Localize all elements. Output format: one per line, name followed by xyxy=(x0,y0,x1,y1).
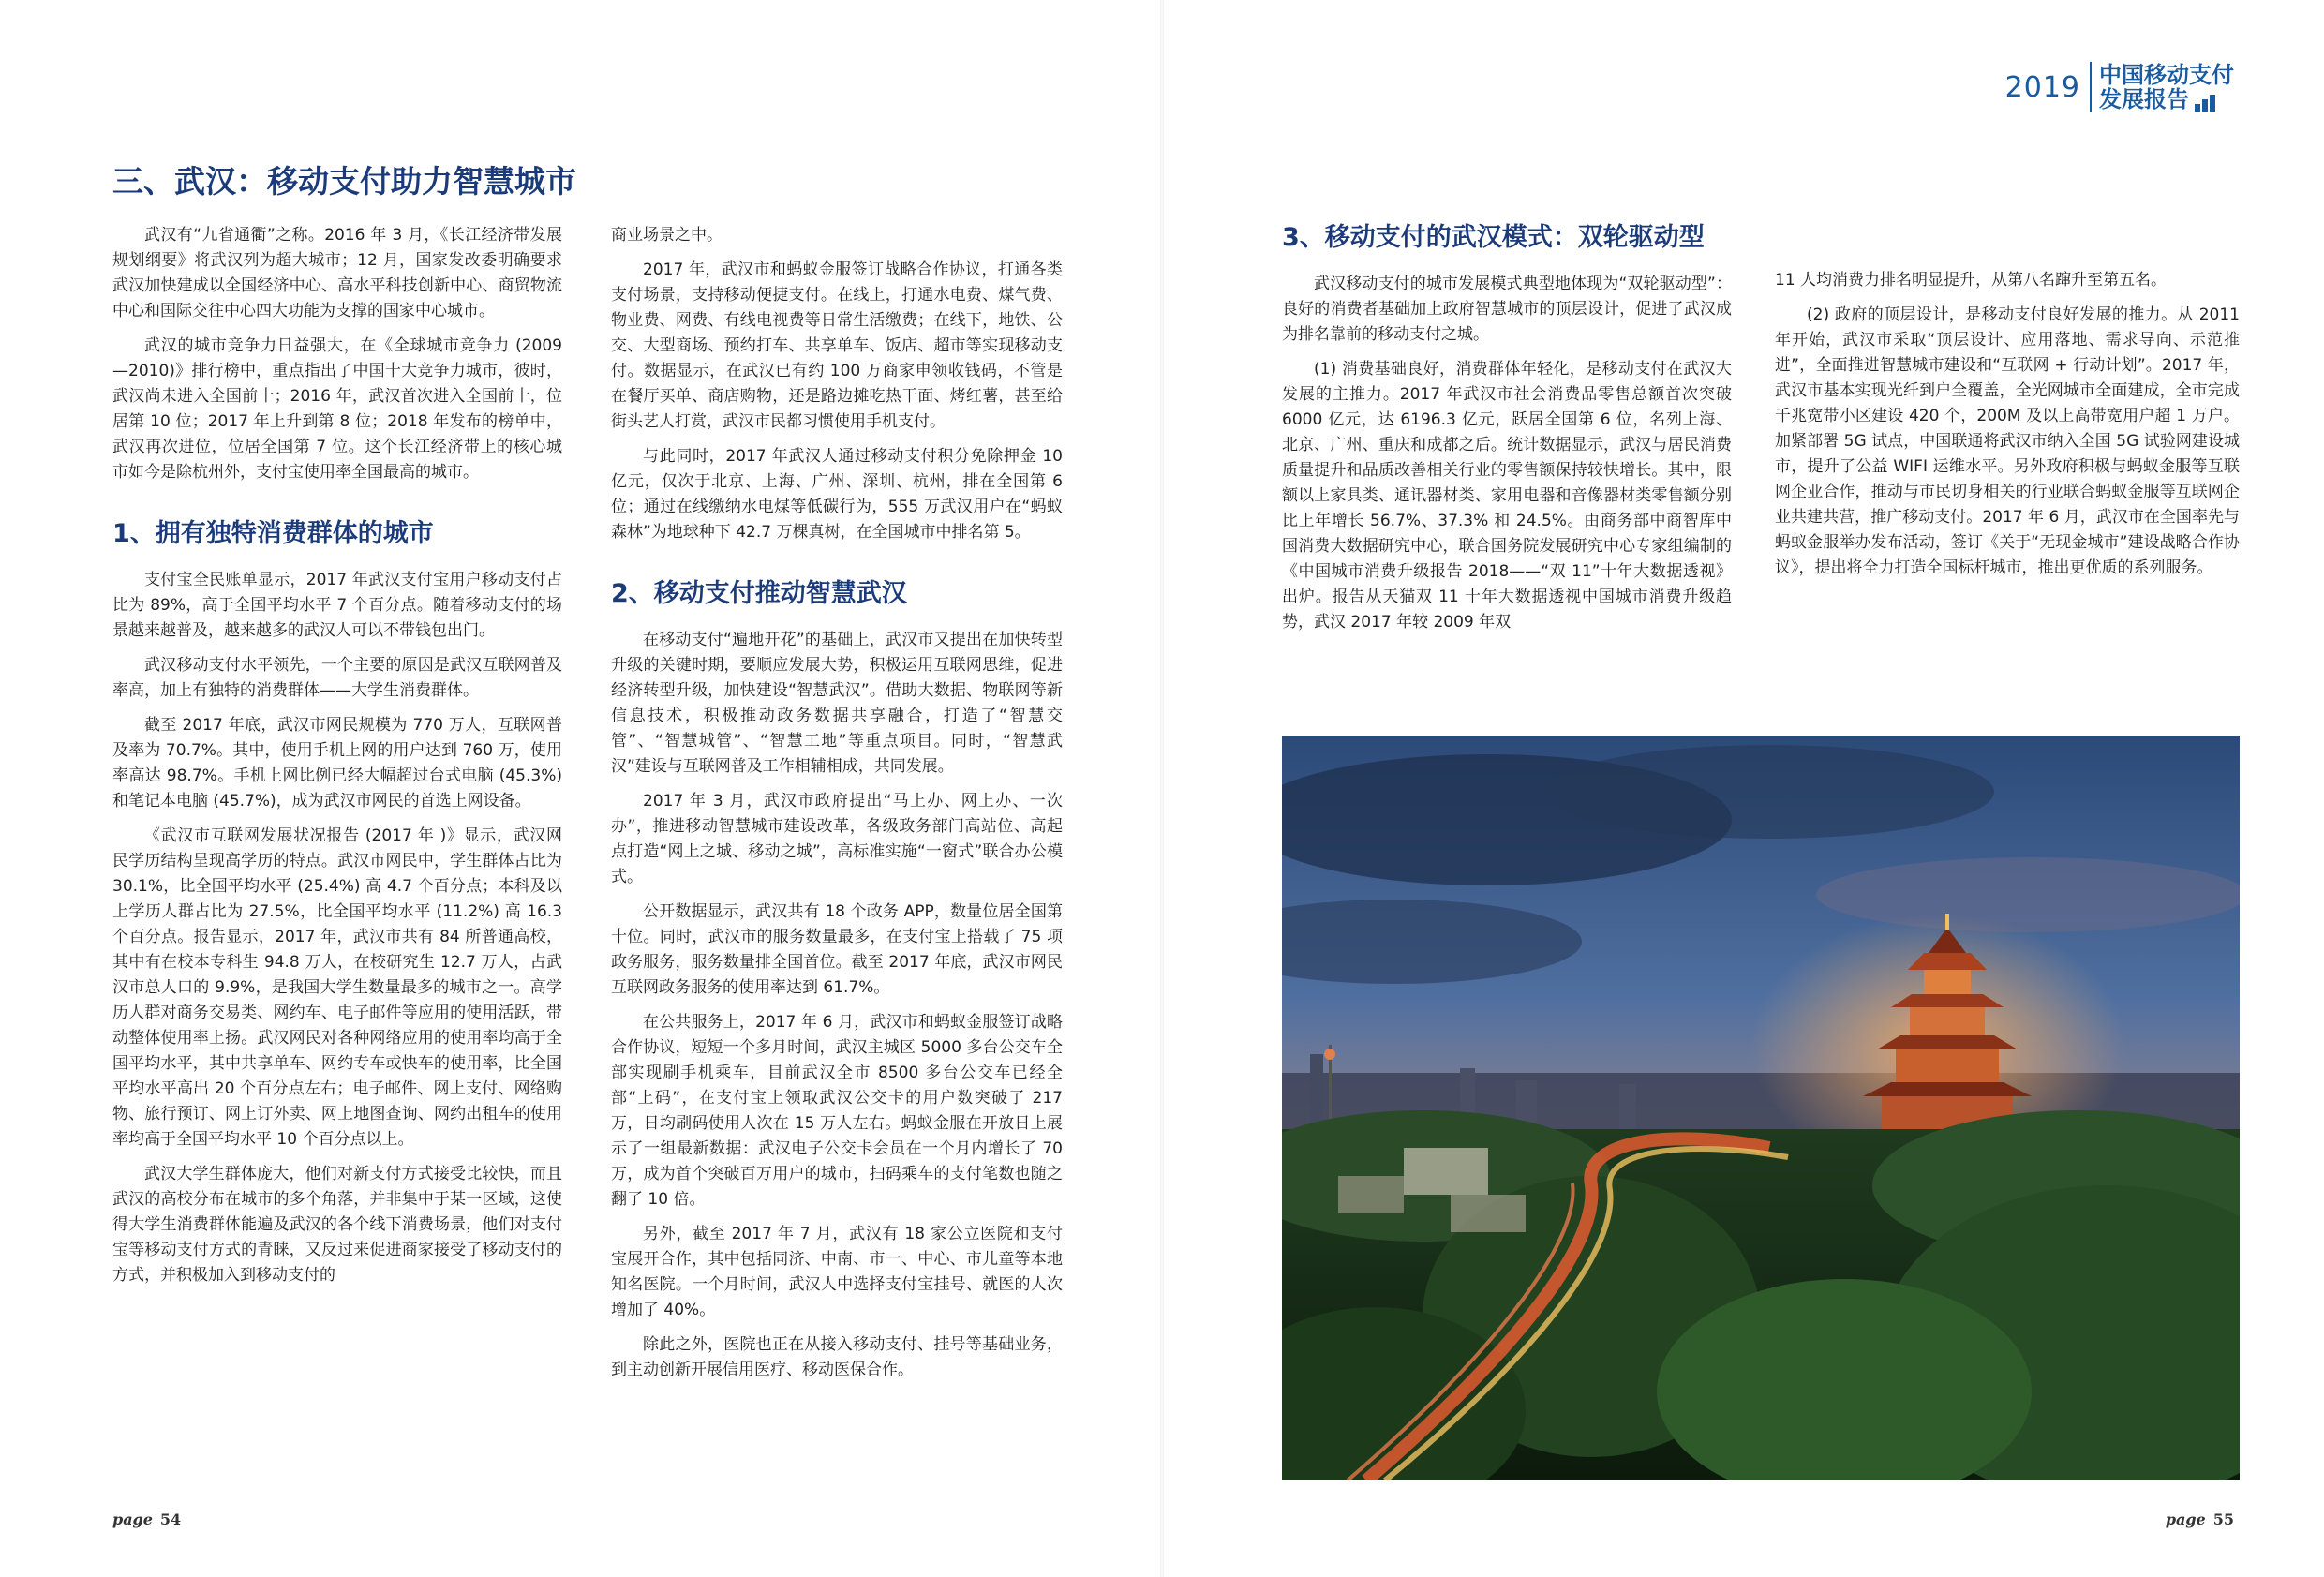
logo-year: 2019 xyxy=(2004,70,2080,104)
paragraph: 与此同时，2017 年武汉人通过移动支付积分免除押金 10 亿元，仅次于北京、上海、广州、深圳、杭州，排在全国第 6 位；通过在线缴纳水电煤等低碳行为，555 万武汉用户在“蚂蚁森林”为地球种下 42.7 万棵真树，在全国城市中排名第 5。 xyxy=(611,447,1063,542)
paragraph: 《武汉市互联网发展状况报告 (2017 年 )》显示，武汉网民学历结构呈现高学历的特点。武汉市网民中，学生群体占比为 30.1%，比全国平均水平 (25.4%) 高 4.7 个百分点；本科及以上学历人群占比为 27.5%，比全国平均水平 (11.2%) 高 16.3 个百分点。报告显示，2017 年，武汉市共有 84 所普通高校，其中有在校本专科生 94.8 万人，在校研究生 12.7 万人，占武汉市总人口的 9.9%，是我国大学生数量最多的城市之一。高学历人群对商务交易类、网约车、电子邮件等应用的使用活跃，带动整体使用率上扬。武汉网民对各种网络应用的使用率均高于全国平均水平，其中共享单车、网约专车或快车的使用率，比全国平均水平高出 20 个百分点左右；电子邮件、网上支付、网络购物、旅行预订、网上订外卖、网上地图查询、网约出租车的使用率均高于全国平均水平 10 个百分点以上。 xyxy=(112,826,562,1149)
paragraph: 支付宝全民账单显示，2017 年武汉支付宝用户移动支付占比为 89%，高于全国平均水平 7 个百分点。随着移动支付的场景越来越普及，越来越多的武汉人可以不带钱包出门。 xyxy=(112,571,562,640)
column-4 xyxy=(1775,268,2240,590)
paragraph: 11 人均消费力排名明显提升，从第八名蹿升至第五名。 xyxy=(1775,271,2168,290)
bar-chart-icon xyxy=(2193,95,2215,112)
logo-title xyxy=(2099,63,2234,112)
paragraph: 在公共服务上，2017 年 6 月，武汉市和蚂蚁金服签订战略合作协议，短短一个多月时间，武汉主城区 5000 多台公交车全部实现刷手机乘车，目前武汉全市 8500 多台公交车已经全部“上码”，在支付宝上领取武汉公交卡的用户数突破了 217 万，日均刷码使用人次在 15 万人左右。蚂蚁金服在开放日上展示了一组最新数据：武汉电子公交卡会员在一个月内增长了 70 万，成为首个突破百万用户的城市，扫码乘车的支付笔数也随之翻了 10 倍。 xyxy=(611,1013,1063,1209)
subheading-2: 2、移动支付推动智慧武汉 xyxy=(611,579,907,608)
logo-title-line2-wrap xyxy=(2099,87,2234,112)
paragraph: 公开数据显示，武汉共有 18 个政务 APP，数量位居全国第十位。同时，武汉市的服务数量最多，在支付宝上搭载了 75 项政务服务，服务数量排全国首位。截至 2017 年底，武汉市网民互联网政务服务的使用率达到 61.7%。 xyxy=(611,902,1063,997)
page-label: page xyxy=(112,1510,153,1528)
report-logo xyxy=(2005,62,2234,112)
subheading-3: 3、移动支付的武汉模式：双轮驱动型 xyxy=(1282,223,1705,252)
column-2 xyxy=(611,223,1063,1392)
subheading-1: 1、拥有独特消费群体的城市 xyxy=(112,519,434,548)
page-value: 55 xyxy=(2212,1510,2234,1528)
paragraph: 2017 年，武汉市和蚂蚁金服签订战略合作协议，打通各类支付场景，支持移动便捷支付。在线上，打通水电费、煤气费、物业费、网费、有线电视费等日常生活缴费；在线下，地铁、公交、大型商场、预约打车、共享单车、饭店、超市等实现移动支付。数据显示，在武汉已有约 100 万商家申领收钱码，不管是在餐厅买单、商店购物，还是路边摊吃热干面、烤红薯，甚至给街头艺人打赏，武汉市民都习惯使用手机支付。 xyxy=(611,260,1063,431)
paragraph: (2) 政府的顶层设计，是移动支付良好发展的推力。从 2011 年开始，武汉市采取“顶层设计、应用落地、需求导向、示范推进”，全面推进智慧城市建设和“互联网 + 行动计划”。2017 年，武汉市基本实现光纤到户全覆盖，全光网城市全面建成，全市完成千兆宽带小区建设 420 个，200M 及以上高带宽用户超 1 万户。加紧部署 5G 试点，中国联通将武汉市纳入全国 5G 试验网建设城市，提升了公益 WIFI 运维水平。另外政府积极与蚂蚁金服等互联网企业合作，推动与市民切身相关的行业联合蚂蚁金服等互联网企业共建共营，推广移动支付。2017 年 6 月，武汉市在全国率先与蚂蚁金服举办发布活动，签订《关于“无现金城市”建设战略合作协议》，提出将全力打造全国标杆城市，推出更优质的系列服务。 xyxy=(1775,305,2240,577)
paragraph: (1) 消费基础良好，消费群体年轻化，是移动支付在武汉大发展的主推力。2017 年武汉市社会消费品零售总额首次突破 6000 亿元，达 6196.3 亿元，跃居全国第 6 位，名列上海、北京、广州、重庆和成都之后。统计数据显示，武汉与居民消费质量提升和品质改善相关行业的零售额保持较快增长。其中，限额以上家具类、通讯器材类、家用电器和音像器材类零售额分别比上年增长 56.7%、37.3% 和 24.5%。由商务部中商智库中国消费大数据研究中心，联合国务院发展研究中心专家组编制的《中国城市消费升级报告 2018——“双 11”十年大数据透视》出炉。报告从天猫双 11 十年大数据透视中国城市消费升级趋势，武汉 2017 年较 2009 年双 xyxy=(1282,360,1732,632)
city-night-photo-illustration xyxy=(1282,736,2240,1480)
paragraph: 另外，截至 2017 年 7 月，武汉有 18 家公立医院和支付宝展开合作，其中包括同济、中南、市一、中心、市儿童等本地知名医院。一个月时间，武汉人中选择支付宝挂号、就医的人次增加了 40%。 xyxy=(611,1225,1063,1319)
page-number-right xyxy=(2166,1510,2234,1528)
logo-title-line1: 中国移动支付 xyxy=(2099,62,2234,88)
paragraph: 除此之外，医院也正在从接入移动支付、挂号等基础业务，到主动创新开展信用医疗、移动医保合作。 xyxy=(611,1335,1063,1379)
page-label: page xyxy=(2165,1510,2206,1528)
paragraph: 武汉移动支付水平领先，一个主要的原因是武汉互联网普及率高，加上有独特的消费群体——大学生消费群体。 xyxy=(112,656,562,700)
column-3 xyxy=(1282,221,1732,645)
paragraph: 武汉的城市竞争力日益强大，在《全球城市竞争力 (2009—2010)》排行榜中，重点指出了中国十大竞争力城市，彼时，武汉尚未进入全国前十；2016 年，武汉首次进入全国前十，位居第 10 位；2017 年上升到第 8 位；2018 年发布的榜单中，武汉再次进位，位居全国第 7 位。这个长江经济带上的核心城市如今是除杭州外，支付宝使用率全国最高的城市。 xyxy=(112,336,562,482)
page-value: 54 xyxy=(159,1510,182,1528)
paragraph: 武汉大学生群体庞大，他们对新支付方式接受比较快，而且武汉的高校分布在城市的多个角落，并非集中于某一区域，这使得大学生消费群体能遍及武汉的各个线下消费场景，他们对支付宝等移动支付方式的青睐，又反过来促进商家接受了移动支付的方式，并积极加入到移动支付的 xyxy=(112,1165,562,1285)
paragraph: 在移动支付“遍地开花”的基础上，武汉市又提出在加快转型升级的关键时期，要顺应发展大势，积极运用互联网思维，促进经济转型升级，加快建设“智慧武汉”。借助大数据、物联网等新信息技术，积极推动政务数据共享融合，打造了“智慧交管”、“智慧城管”、“智慧工地”等重点项目。同时，“智慧武汉”建设与互联网普及工作相辅相成，共同发展。 xyxy=(611,631,1063,776)
paragraph: 武汉移动支付的城市发展模式典型地体现为“双轮驱动型”：良好的消费者基础加上政府智慧城市的顶层设计，促进了武汉成为排名靠前的移动支付之城。 xyxy=(1282,275,1732,344)
paragraph: 2017 年 3 月，武汉市政府提出“马上办、网上办、一次办”，推进移动智慧城市建设改革，各级政务部门高站位、高起点打造“网上之城、移动之城”，高标准实施“一窗式”联合办公模式。 xyxy=(611,792,1063,886)
logo-title-line2: 发展报告 xyxy=(2099,86,2189,112)
column-1 xyxy=(112,223,562,1298)
page-number-left xyxy=(112,1510,181,1528)
paragraph: 截至 2017 年底，武汉市网民规模为 770 万人，互联网普及率为 70.7%。其中，使用手机上网的用户达到 760 万，使用率高达 98.7%。手机上网比例已经大幅超过台式电脑 (45.3%) 和笔记本电脑 (45.7%)，成为武汉市网民的首选上网设备。 xyxy=(112,716,562,811)
paragraph: 武汉有“九省通衢”之称。2016 年 3 月，《长江经济带发展规划纲要》将武汉列为超大城市；12 月，国家发改委明确要求武汉加快建成以全国经济中心、高水平科技创新中心、商贸物流中心和国际交往中心四大功能为支撑的国家中心城市。 xyxy=(112,226,562,320)
paragraph: 商业场景之中。 xyxy=(611,226,723,245)
logo-divider xyxy=(2090,62,2092,112)
section-title: 三、武汉：移动支付助力智慧城市 xyxy=(112,163,576,200)
wuhan-yellow-crane-tower-photo xyxy=(1282,736,2240,1480)
